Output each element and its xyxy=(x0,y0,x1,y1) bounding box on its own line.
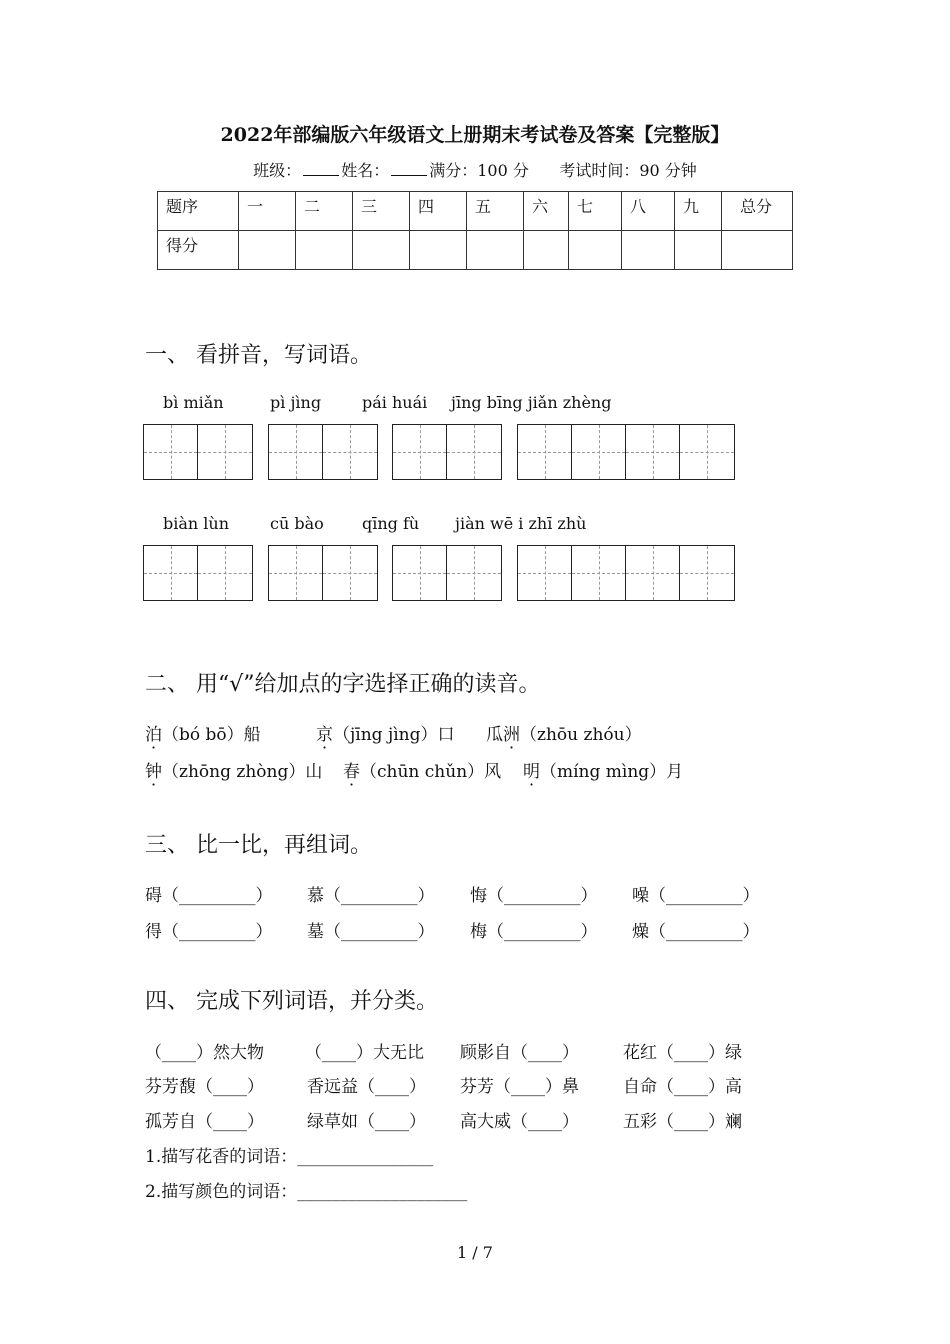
name-label: 姓名： xyxy=(341,161,390,180)
dotted-char: 钟 xyxy=(145,762,162,782)
writing-grid[interactable] xyxy=(143,424,253,480)
word-item[interactable]: 慕（_________） xyxy=(307,886,435,906)
reading-options[interactable]: （jīng jìng）口 xyxy=(333,725,455,745)
writing-grid[interactable] xyxy=(143,545,253,601)
header-cell: 六 xyxy=(524,192,569,231)
reading-item xyxy=(343,757,501,782)
page-title: 2022年部编版六年级语文上册期末考试卷及答案【完整版】 xyxy=(220,124,730,146)
idiom-item[interactable]: 孤芳自（____） xyxy=(145,1112,264,1132)
idiom-item[interactable]: 五彩（____）斓 xyxy=(623,1112,742,1132)
header-cell: 三 xyxy=(353,192,410,231)
row-label: 得分 xyxy=(158,231,239,270)
score-cell[interactable] xyxy=(353,231,410,270)
classify-question-1[interactable]: 1.描写花香的词语：________________ xyxy=(145,1147,434,1167)
dotted-char: 京 xyxy=(316,725,333,745)
page-number: 1 / 7 xyxy=(457,1243,493,1262)
header-cell: 八 xyxy=(622,192,675,231)
score-cell[interactable] xyxy=(296,231,353,270)
name-blank[interactable] xyxy=(391,175,427,176)
section1-title: 一、 看拼音，写词语。 xyxy=(145,343,372,368)
word-item[interactable]: 梅（_________） xyxy=(470,922,598,942)
pinyin-label: qīng fù xyxy=(362,514,420,533)
score-cell[interactable] xyxy=(239,231,296,270)
idiom-item[interactable]: 花红（____）绿 xyxy=(623,1043,742,1063)
header-cell: 总分 xyxy=(722,192,793,231)
reading-options[interactable]: （míng mìng）月 xyxy=(540,762,684,782)
idiom-item[interactable]: 芬芳（____）鼻 xyxy=(460,1077,579,1097)
idiom-item[interactable]: 高大威（____） xyxy=(460,1112,579,1132)
exam-time: 考试时间：90 分钟 xyxy=(559,161,697,180)
pinyin-label: pái huái xyxy=(362,393,428,412)
reading-options[interactable]: （zhōng zhòng）山 xyxy=(162,762,323,782)
pinyin-label: jīng bīng jiǎn zhèng xyxy=(451,393,612,412)
reading-options[interactable]: （chūn chǔn）风 xyxy=(360,762,502,782)
header-cell: 题序 xyxy=(158,192,239,231)
idiom-item[interactable]: 绿草如（____） xyxy=(307,1112,426,1132)
reading-options[interactable]: （bó bō）船 xyxy=(162,725,261,745)
reading-item xyxy=(523,757,683,782)
idiom-item[interactable]: （____）然大物 xyxy=(145,1043,264,1063)
class-blank[interactable] xyxy=(303,175,339,176)
pinyin-label: jiàn wē i zhī zhù xyxy=(455,514,587,533)
word-item[interactable]: 噪（_________） xyxy=(632,886,760,906)
reading-item xyxy=(145,757,322,782)
dotted-char: 洲 xyxy=(503,725,520,745)
score-cell[interactable] xyxy=(622,231,675,270)
score-table xyxy=(157,191,793,270)
idiom-item[interactable]: （____）大无比 xyxy=(305,1043,424,1063)
reading-item xyxy=(316,720,454,745)
section3-title: 三、 比一比，再组词。 xyxy=(145,833,372,858)
dotted-char: 春 xyxy=(343,762,360,782)
idiom-item[interactable]: 香远益（____） xyxy=(307,1077,426,1097)
score-cell[interactable] xyxy=(675,231,722,270)
pinyin-label: pì jìng xyxy=(270,393,322,412)
word-item[interactable]: 悔（_________） xyxy=(470,886,598,906)
word-item[interactable]: 得（_________） xyxy=(145,922,273,942)
dotted-char: 泊 xyxy=(145,725,162,745)
exam-info xyxy=(0,158,950,181)
score-table-header-row xyxy=(158,192,793,231)
pinyin-label: cū bào xyxy=(270,514,324,533)
score-cell[interactable] xyxy=(569,231,622,270)
score-table-score-row xyxy=(158,231,793,270)
dotted-char: 明 xyxy=(523,762,540,782)
plain-char: 瓜 xyxy=(486,725,503,745)
reading-item xyxy=(145,720,261,745)
header-cell: 一 xyxy=(239,192,296,231)
writing-grid[interactable] xyxy=(517,424,735,480)
header-cell: 五 xyxy=(467,192,524,231)
writing-grid[interactable] xyxy=(268,424,378,480)
pinyin-label: biàn lùn xyxy=(163,514,230,533)
reading-options[interactable]: （zhōu zhóu） xyxy=(520,725,642,745)
writing-grid[interactable] xyxy=(392,424,502,480)
header-cell: 七 xyxy=(569,192,622,231)
writing-grid[interactable] xyxy=(517,545,735,601)
word-item[interactable]: 碍（_________） xyxy=(145,886,273,906)
score-cell[interactable] xyxy=(467,231,524,270)
writing-grid[interactable] xyxy=(392,545,502,601)
idiom-item[interactable]: 芬芳馥（____） xyxy=(145,1077,264,1097)
header-cell: 四 xyxy=(410,192,467,231)
score-cell[interactable] xyxy=(722,231,793,270)
score-cell[interactable] xyxy=(524,231,569,270)
pinyin-label: bì miǎn xyxy=(163,393,224,412)
word-item[interactable]: 墓（_________） xyxy=(307,922,435,942)
header-cell: 九 xyxy=(675,192,722,231)
class-label: 班级： xyxy=(253,161,302,180)
idiom-item[interactable]: 自命（____）高 xyxy=(623,1077,742,1097)
writing-grid[interactable] xyxy=(268,545,378,601)
score-cell[interactable] xyxy=(410,231,467,270)
section4-title: 四、 完成下列词语，并分类。 xyxy=(145,989,438,1014)
classify-question-2[interactable]: 2.描写颜色的词语：____________________ xyxy=(145,1182,468,1202)
idiom-item[interactable]: 顾影自（____） xyxy=(460,1043,579,1063)
section2-title: 二、 用“√”给加点的字选择正确的读音。 xyxy=(145,672,541,697)
full-score: 满分：100 分 xyxy=(429,161,529,180)
word-item[interactable]: 燥（_________） xyxy=(632,922,760,942)
header-cell: 二 xyxy=(296,192,353,231)
reading-item xyxy=(486,720,642,745)
